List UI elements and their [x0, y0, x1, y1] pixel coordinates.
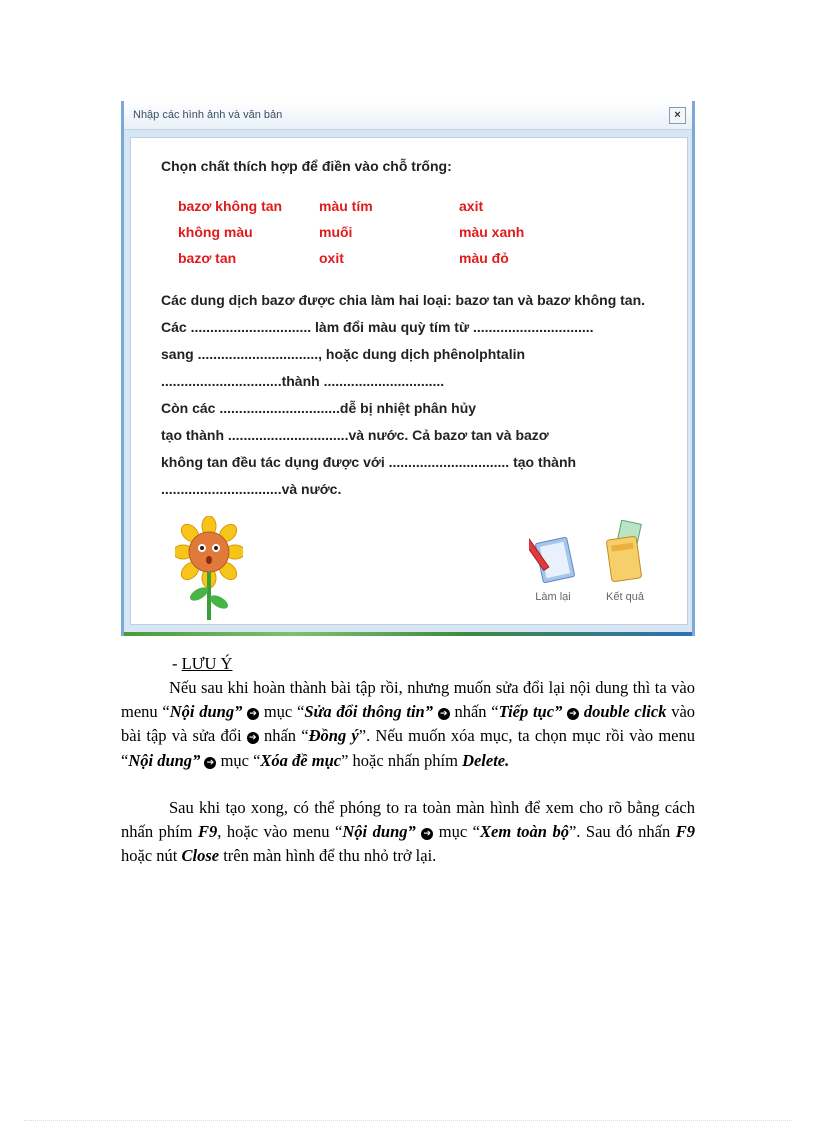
word-option[interactable]: không màu	[178, 224, 253, 240]
arrow-icon: ➔	[247, 708, 259, 720]
exercise-heading: Chọn chất thích hợp để điền vào chỗ trống:	[161, 158, 452, 174]
word-option[interactable]: axit	[459, 198, 484, 214]
word-option[interactable]: bazơ tan	[178, 250, 237, 266]
exercise-line: không tan đều tác dụng được với ............................... tạo thành	[161, 454, 577, 470]
page-divider	[24, 1120, 792, 1121]
note-heading: - LƯU Ý	[172, 654, 233, 673]
word-option[interactable]: bazơ không tan	[178, 198, 283, 214]
note-paragraph-1: Nếu sau khi hoàn thành bài tập rồi, nhưng muốn sửa đổi lại nội dung thì ta vào menu “Nội dung” ➔ mục “Sửa đổi thông tin” ➔ nhấn “Tiếp tục” ➔ double click vào bài tập và sửa đổi ➔ nhấn “Đồng ý”. Nếu muốn xóa mục, ta chọn mục rồi vào menu “Nội dung” ➔ mục “Xóa đề mục” hoặc nhấn phím Delete.	[121, 678, 696, 770]
exercise-line: Còn các ...............................dễ bị nhiệt phân hủy	[161, 400, 477, 416]
notebook-pencil-icon	[529, 530, 577, 584]
taskbar-strip	[124, 632, 692, 636]
result-envelope-icon	[601, 520, 649, 584]
word-option[interactable]: màu tím	[319, 198, 373, 214]
word-option[interactable]: oxit	[319, 250, 344, 266]
exercise-line: sang ..............................., hoặc dung dịch phênolphtalin	[161, 346, 526, 362]
arrow-icon: ➔	[247, 732, 259, 744]
dialog-title: Nhập các hình ảnh và văn bản	[133, 109, 283, 121]
exercise-line: ...............................thành ...............................	[161, 373, 445, 389]
word-option[interactable]: muối	[319, 224, 353, 240]
result-label: Kết quả	[606, 591, 644, 603]
dialog-titlebar	[124, 101, 692, 130]
exercise-dialog-screenshot	[121, 101, 695, 636]
exercise-line: Các ............................... làm đổi màu quỳ tím từ ...............................	[161, 319, 594, 335]
result-button[interactable]	[595, 520, 655, 603]
note-paragraph-2: Sau khi tạo xong, có thể phóng to ra toàn màn hình để xem cho rõ bằng cách nhấn phím F9, hoặc vào menu “Nội dung” ➔ mục “Xem toàn bộ”. Sau đó nhấn F9 hoặc nút Close trên màn hình để thu nhỏ trở lại.	[121, 798, 696, 866]
word-option[interactable]: màu xanh	[459, 224, 525, 240]
exercise-panel	[130, 137, 688, 625]
arrow-icon: ➔	[204, 757, 216, 769]
exercise-line: tạo thành ...............................và nước. Cả bazơ tan và bazơ	[161, 427, 549, 443]
close-button[interactable]: ×	[669, 107, 686, 124]
exercise-line: Các dung dịch bazơ được chia làm hai loại: bazơ tan và bazơ không tan.	[161, 292, 646, 308]
redo-button[interactable]	[523, 530, 583, 603]
exercise-line: ...............................và nước.	[161, 481, 342, 497]
arrow-icon: ➔	[438, 708, 450, 720]
arrow-icon: ➔	[567, 708, 579, 720]
word-option[interactable]: màu đỏ	[459, 250, 509, 266]
sunflower-mascot-icon	[175, 516, 243, 622]
arrow-icon: ➔	[421, 828, 433, 840]
redo-label: Làm lại	[535, 591, 571, 603]
